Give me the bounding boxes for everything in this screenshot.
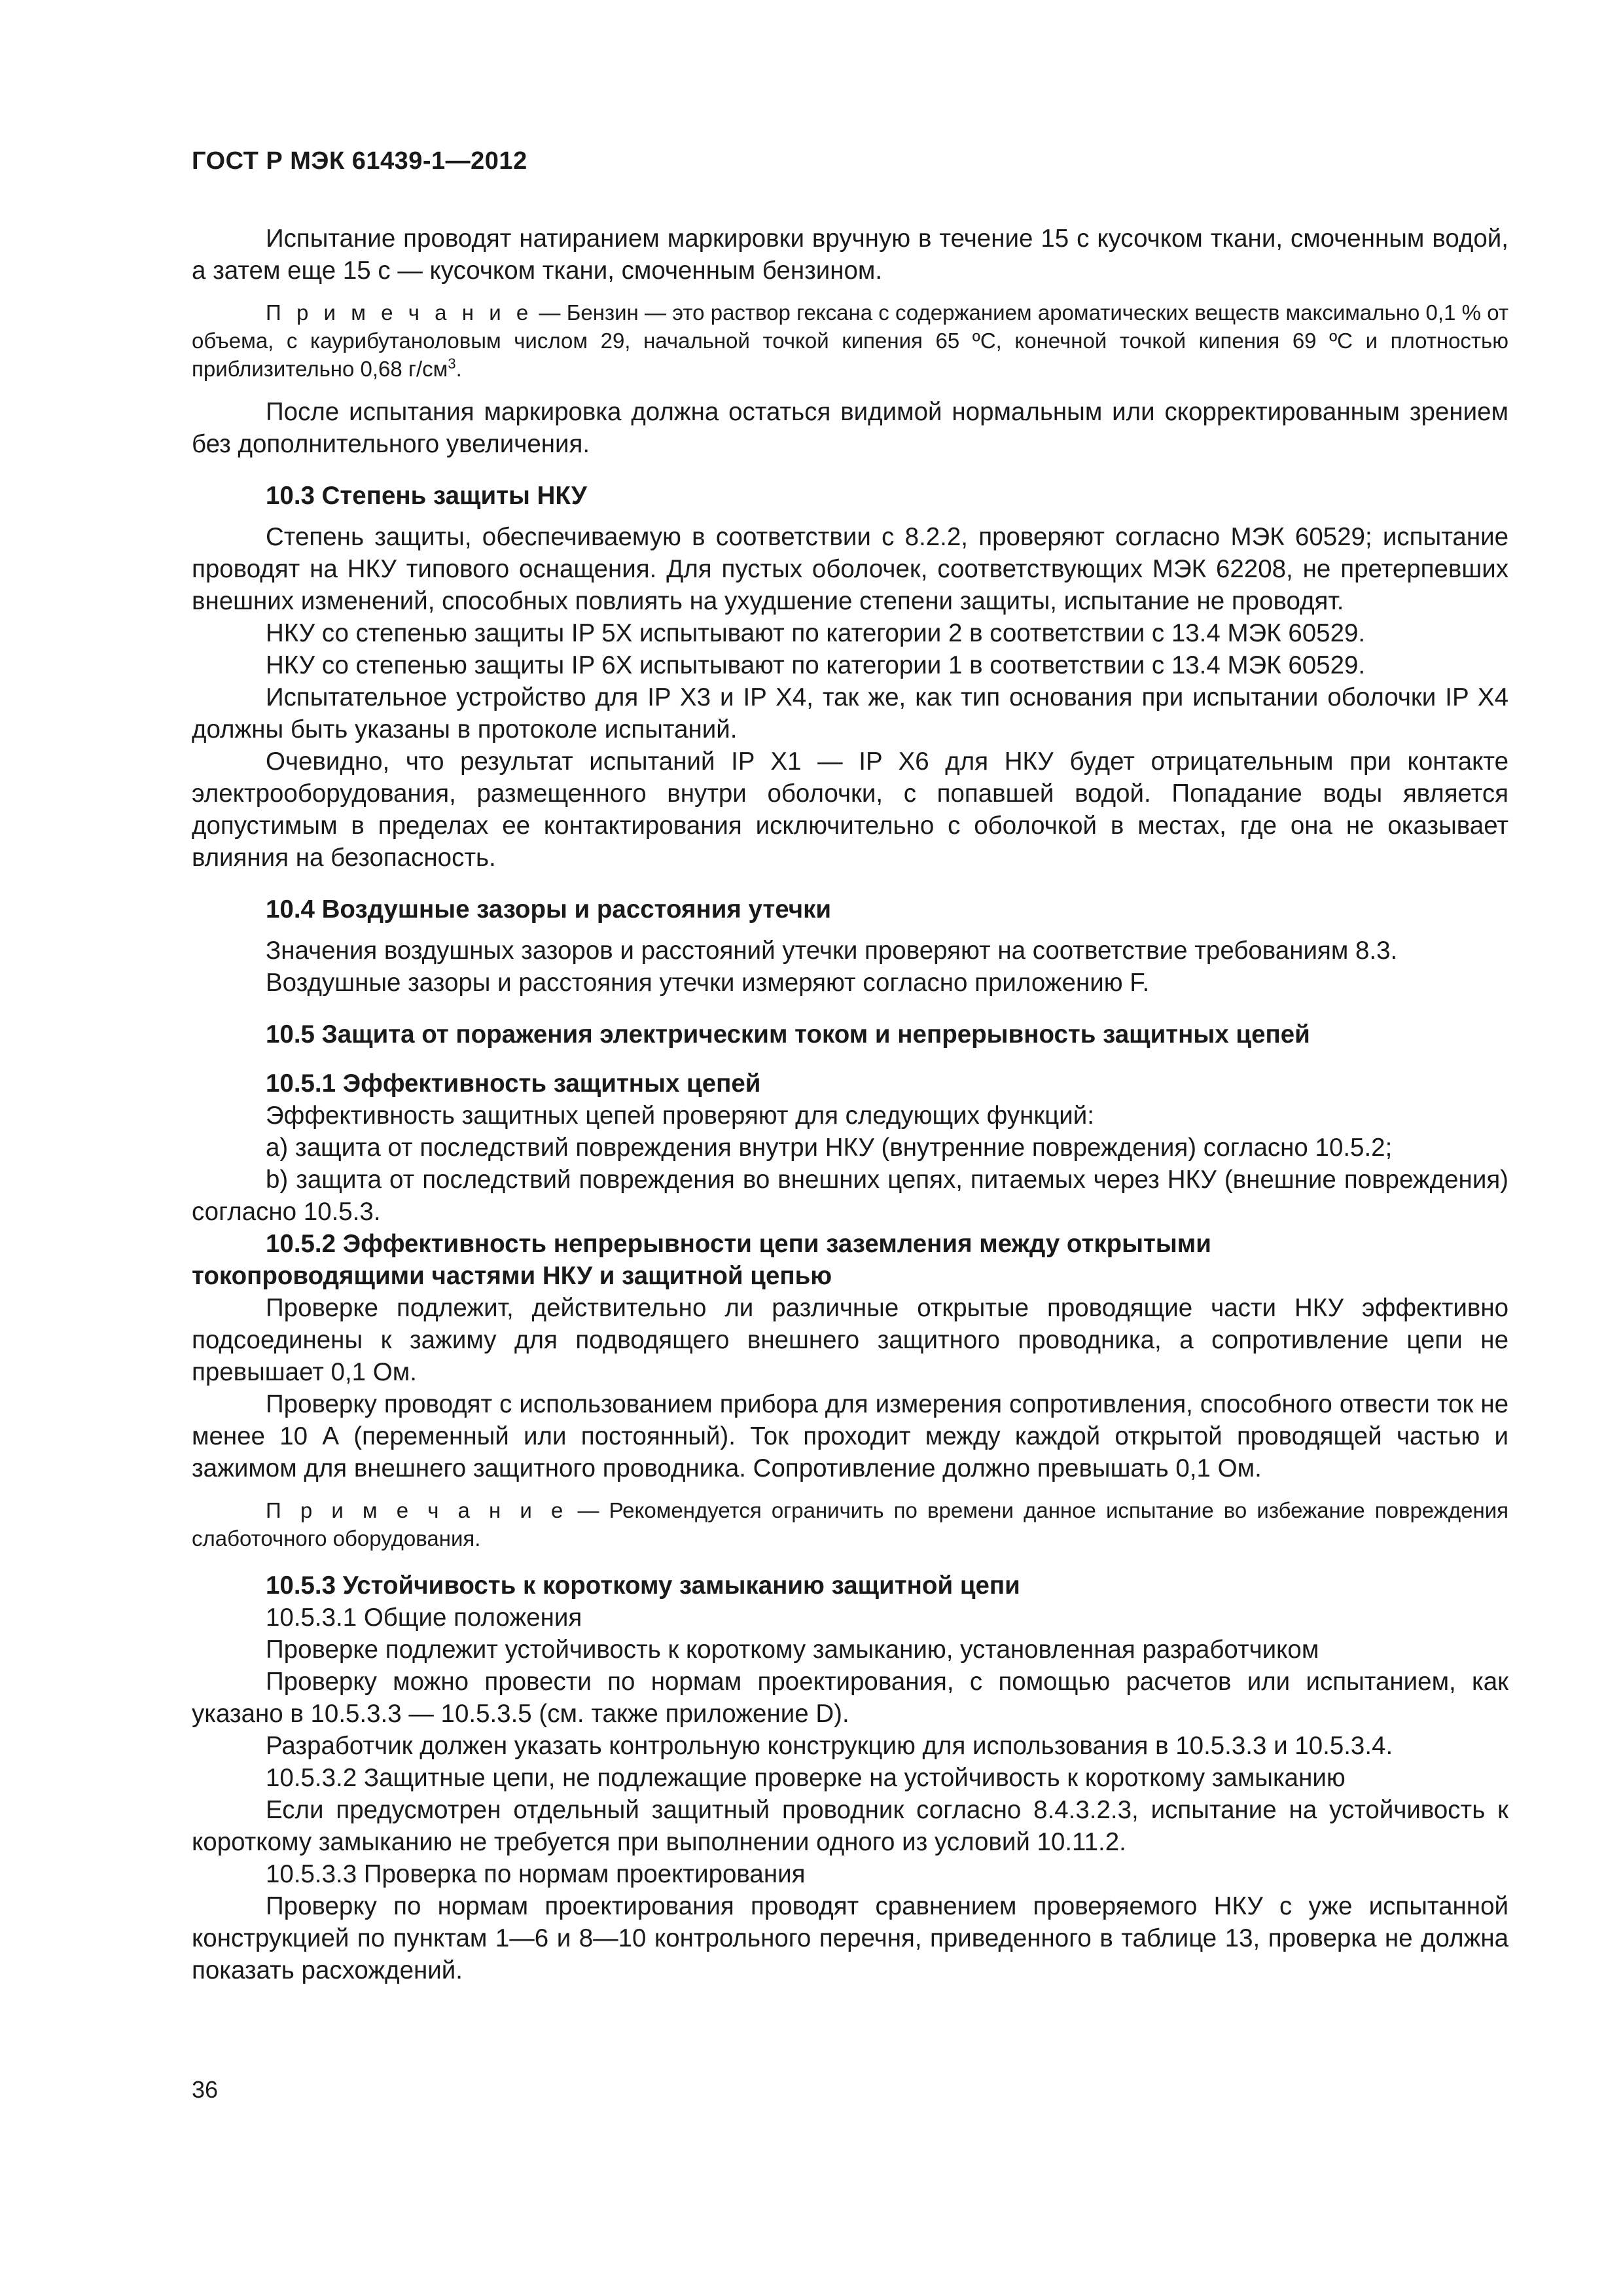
paragraph-marking-test: Испытание проводят натиранием маркировки вручную в течение 15 с кусочком ткани, смоченным водой, а затем еще 15 с — кусочком ткани, смоченным бензином. — [192, 224, 1508, 285]
section-title-10-3: 10.3 Степень защиты НКУ — [266, 482, 587, 510]
paragraph-10-5-1-1: Эффективность защитных цепей проверяют для следующих функций: — [266, 1102, 1094, 1130]
paragraph-10-5-2-2: Проверку проводят с использованием прибора для измерения сопротивления, способного отвести ток не менее 10 А (переменный или постоянный). Ток проходит между каждой открытой проводящей частью и зажимом для внешнего защитного проводника. Сопротивление должно превышать 0,1 Ом. — [192, 1390, 1508, 1482]
paragraph-10-5-3-6: Если предусмотрен отдельный защитный проводник согласно 8.4.3.2.3, испытание на устойчивость к короткому замыканию не требуется при выполнении одного из условий 10.11.2. — [192, 1796, 1508, 1856]
paragraph-10-5-3-4: Разработчик должен указать контрольную конструкцию для использования в 10.5.3.3 и 10.5.3.4. — [266, 1732, 1393, 1760]
paragraph-10-3-4: Испытательное устройство для IP X3 и IP X4, так же, как тип основания при испытании оболочки IP X4 должны быть указаны в протоколе испытаний. — [192, 683, 1508, 744]
note-text: — Бензин — это раствор гексана с содержанием ароматических веществ максимально 0,1 % от объема, с каурибутаноловым числом 29, начальной точкой кипения 65 ºС, конечной точкой кипения 69 ºС и плотностью приблизительно 0,68 г/см — [192, 300, 1508, 381]
paragraph-10-5-3-8: Проверку по нормам проектирования проводят сравнением проверяемого НКУ с уже испытанной конструкцией по пунктам 1—6 и 8—10 контрольного перечня, приведенного в таблице 13, проверка не должна показать расхождений. — [192, 1892, 1508, 1984]
paragraph-10-5-1-2: a) защита от последствий повреждения внутри НКУ (внутренние повреждения) согласно 10.5.2; — [266, 1134, 1393, 1162]
note-petrol — [192, 298, 1508, 383]
paragraph-10-3-2: НКУ со степенью защиты IP 5X испытывают по категории 2 в соответствии с 13.4 МЭК 60529. — [266, 619, 1366, 647]
section-title-10-5-1: 10.5.1 Эффективность защитных цепей — [266, 1069, 761, 1098]
page-number: 36 — [192, 2076, 219, 2103]
paragraph-10-5-3-3: Проверку можно провести по нормам проектирования, с помощью расчетов или испытанием, как указано в 10.5.3.3 — 10.5.3.5 (см. также приложение D). — [192, 1668, 1508, 1728]
paragraph-10-5-2-1: Проверке подлежит, действительно ли различные открытые проводящие части НКУ эффективно подсоединены к зажиму для подводящего внешнего защитного проводника, а сопротивление цепи не превышает 0,1 Ом. — [192, 1294, 1508, 1386]
note-text: — Рекомендуется ограничить по времени данное испытание во избежание повреждения слаботочного оборудования. — [192, 1498, 1508, 1551]
paragraph-10-3-5: Очевидно, что результат испытаний IP X1 — IP X6 для НКУ будет отрицательным при контакте электрооборудования, размещенного внутри оболочки, с попавшей водой. Попадание воды является допустимым в пределах ее контактирования исключительно с оболочкой в местах, где она не оказывает влияния на безопасность. — [192, 747, 1508, 872]
paragraph-10-5-3-1: 10.5.3.1 Общие положения — [266, 1604, 582, 1632]
paragraph-10-5-1-3: b) защита от последствий повреждения во внешних цепях, питаемых через НКУ (внешние повреждения) согласно 10.5.3. — [192, 1166, 1508, 1226]
note-label: П р и м е ч а н и е — [266, 300, 533, 325]
paragraph-10-4-2: Воздушные зазоры и расстояния утечки измеряют согласно приложению F. — [266, 969, 1150, 997]
paragraph-10-5-3-7: 10.5.3.3 Проверка по нормам проектирования — [266, 1860, 806, 1888]
section-title-10-5: 10.5 Защита от поражения электрическим током и непрерывность защитных цепей — [266, 1020, 1310, 1049]
section-title-10-5-2-line2: токопроводящими частями НКУ и защитной цепью — [192, 1262, 832, 1290]
section-title-10-5-2-line1: 10.5.2 Эффективность непрерывности цепи заземления между открытыми — [266, 1230, 1211, 1258]
paragraph-10-3-3: НКУ со степенью защиты IP 6X испытывают по категории 1 в соответствии с 13.4 МЭК 60529. — [266, 651, 1366, 679]
note-end: . — [455, 357, 462, 381]
note-superscript: 3 — [448, 355, 456, 372]
note-low-current — [192, 1496, 1508, 1552]
document-header: ГОСТ Р МЭК 61439-1—2012 — [192, 147, 527, 175]
document-page — [192, 147, 1508, 1986]
paragraph-10-4-1: Значения воздушных зазоров и расстояний утечки проверяют на соответствие требованиям 8.3. — [266, 937, 1398, 965]
section-title-10-5-3: 10.5.3 Устойчивость к короткому замыканию защитной цепи — [266, 1571, 1020, 1600]
paragraph-10-5-3-5: 10.5.3.2 Защитные цепи, не подлежащие проверке на устойчивость к короткому замыканию — [266, 1764, 1346, 1792]
section-title-10-4: 10.4 Воздушные зазоры и расстояния утечки — [266, 895, 832, 924]
note-label: П р и м е ч а н и е — [266, 1498, 568, 1522]
paragraph-10-5-3-2: Проверке подлежит устойчивость к короткому замыканию, установленная разработчиком — [266, 1636, 1319, 1664]
paragraph-10-3-1: Степень защиты, обеспечиваемую в соответствии с 8.2.2, проверяют согласно МЭК 60529; испытание проводят на НКУ типового оснащения. Для пустых оболочек, соответствующих МЭК 62208, не претерпевших внешних изменений, способных повлиять на ухудшение степени защиты, испытание не проводят. — [192, 523, 1508, 615]
paragraph-after-test: После испытания маркировка должна остаться видимой нормальным или скорректированным зрением без дополнительного увеличения. — [192, 398, 1508, 458]
